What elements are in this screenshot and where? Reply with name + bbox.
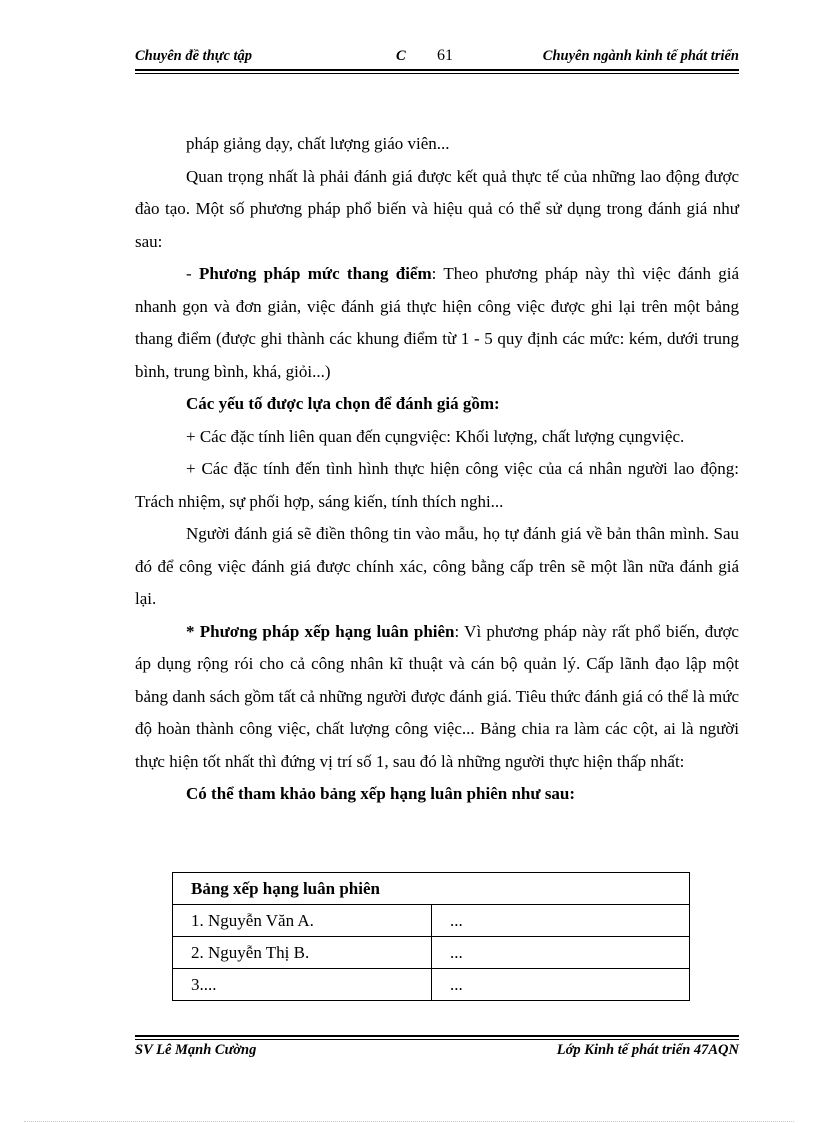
table-cell-value: ... xyxy=(432,937,690,969)
table-row xyxy=(173,905,690,937)
ranking-table xyxy=(172,872,690,1001)
table-cell-name: 2. Nguyễn Thị B. xyxy=(173,937,432,969)
page-header xyxy=(135,48,739,68)
paragraph-8 xyxy=(135,616,739,779)
paragraph-1: pháp giảng dạy, chất lượng giáo viên... xyxy=(186,134,450,153)
table-intro: Có thể tham khảo bảng xếp hạng luân phiên như sau: xyxy=(186,784,576,803)
paragraph-7: Người đánh giá sẽ điền thông tin vào mẫu, họ tự đánh giá về bản thân mình. Sau đó để công việc đánh giá được chính xác, công bằng cấp trên sẽ một lần nữa đánh giá lại. xyxy=(135,524,739,608)
table-title: Bảng xếp hạng luân phiên xyxy=(173,873,690,905)
footer-left: SV Lê Mạnh Cường xyxy=(135,1042,257,1058)
header-letter: C xyxy=(396,48,406,64)
page-number: 61 xyxy=(437,47,453,64)
header-rule-thin xyxy=(135,73,739,74)
header-rule xyxy=(135,69,739,71)
table-header-row xyxy=(173,873,690,905)
page-footer xyxy=(135,1042,739,1062)
criteria-heading: Các yếu tố được lựa chọn để đánh giá gồm: xyxy=(186,394,500,413)
method-title-ranking: * Phương pháp xếp hạng luân phiên xyxy=(186,621,455,641)
paragraph-3-text: : Theo phương pháp này thì việc đánh giá nhanh gọn và đơn giản, việc đánh giá thực hiện công việc được ghi lại trên một bảng thang điểm (được ghi thành các khung điểm từ 1 - 5 quy định các mức: kém, dưới trung bình, trung bình, khá, giỏi...) xyxy=(135,264,739,381)
footer-rule xyxy=(135,1035,739,1037)
footer-right: Lớp Kinh tế phát triển 47AQN xyxy=(556,1042,739,1058)
paragraph-8-text: : Vì phương pháp này rất phổ biến, được áp dụng rộng rói cho cả công nhân kĩ thuật và cán bộ quản lý. Cấp lãnh đạo lập một bảng danh sách gồm tất cả những người được đánh giá. Tiêu thức đánh giá có thể là mức độ hoàn thành công việc, chất lượng công việc... Bảng chia ra làm các cột, ai là người thực hiện tốt nhất thì đứng vị trí số 1, sau đó là những người thực hiện thấp nhất: xyxy=(135,621,739,771)
table-cell-name: 3.... xyxy=(173,969,432,1001)
method-title-rating-scale: Phương pháp mức thang điểm xyxy=(198,264,432,283)
footer-rule-thin xyxy=(135,1039,739,1040)
table-row xyxy=(173,937,690,969)
table-row xyxy=(173,969,690,1001)
header-right: Chuyên ngành kinh tế phát triển xyxy=(542,48,739,64)
table-cell-value: ... xyxy=(432,905,690,937)
table-cell-name: 1. Nguyễn Văn A. xyxy=(173,905,432,937)
paragraph-3-prefix: - xyxy=(186,264,199,283)
page-bottom-dotted-line xyxy=(24,1121,794,1122)
paragraph-5: + Các đặc tính liên quan đến cụngviệc: Khối lượng, chất lượng cụngviệc. xyxy=(186,426,685,446)
paragraph-3 xyxy=(135,258,739,388)
paragraph-6: + Các đặc tính đến tình hình thực hiện công việc của cá nhân người lao động: Trách nhiệm, sự phối hợp, sáng kiến, tính thích nghi... xyxy=(135,459,739,511)
paragraph-2: Quan trọng nhất là phải đánh giá được kết quả thực tế của những lao động được đào tạo. Một số phương pháp phổ biến và hiệu quả có thể sử dụng trong đánh giá như sau: xyxy=(135,166,739,251)
page-body xyxy=(135,128,739,811)
table-cell-value: ... xyxy=(432,969,690,1001)
header-left: Chuyên đề thực tập xyxy=(135,48,253,64)
